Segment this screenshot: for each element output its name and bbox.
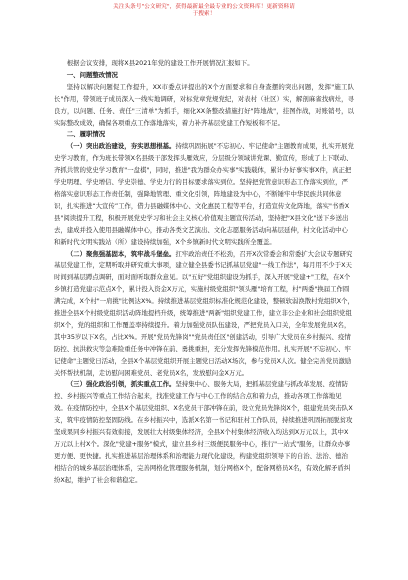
item-3-heading: （三）强化政治引领，抓实重点工作。 (66, 380, 176, 389)
item-2-body: 扛牢政治责任不松劲，召开X次常委会和常委扩大会议专题研究基层党建工作，定期听取并研究重大事项，建立健全县委书记抓基层党建"一线工作法"，每月用不少于X天时间到基层蹲点调研，面对面听取群众意见。以"五好"党组织建设为抓手，深入开展"党建+"工程，在X个乡镇打造党建示范点X个，累计投入资金X万元，实施村级党组织"领头雁"培育工程，村"两委"换届工作圆满完成，X个村"一肩挑"比例达X%。持续推进基层党组织标准化规范化建设，整顿软弱涣散村党组织X个，推进全县X个村级党组织活动阵地提档升级，统筹推进"两新"组织党建工作，建立非公企业和社会组织党组织X个，党的组织和工作覆盖率持续提升。着力加强党员队伍建设，严把党员入口关，全年发展党员X名，其中35岁以下X名，占比X%。开展"党员先锋岗""党员责任区"创建活动，引导广大党员在乡村振兴、疫情防控、抗洪救灾等急难险重任务中冲锋在前、勇挑重担，充分发挥先锋模范作用。扎实开展"不忘初心、牢记使命"主题党日活动，全县X个基层党组织开展主题党日活动X场次，参与党员X人次。健全完善党员激励关怀帮扶机制，走访慰问困难党员、老党员X名，发放慰问金X万元。 (54, 249, 354, 377)
section-1-paragraph: 坚持以解决问题促工作提升，XX市委点评提出的X个方面要求和自身查摆的突出问题，发挥"施工队长"作用，带领班子成员深入一线实地调研，对标党章党规党纪，对表村（社区）实，解剖麻雀找病灶，寻良方，以问题、任务、责任"三清单"为抓手，细化XX条整改措施打好"阵地战"，挂图作战，对账销号，以实际整改成效，确保各项重点工作落地落实，着力补齐基层党建工作短板和不足。 (54, 82, 354, 127)
item-1-heading: （一）突出政治建设，夯实思想根基。 (66, 142, 176, 151)
item-2-heading: （二）聚焦强基固本，筑牢战斗堡垒。 (66, 249, 176, 258)
header-banner (0, 4, 408, 18)
document-body (54, 58, 354, 487)
section-2-item-2 (54, 249, 354, 380)
banner-line-1[interactable]: 关注头条号"公文研究"，获得最新最全最专业的公文资料库！更新资料请 (113, 4, 295, 10)
item-1-body: 持续巩固拓展"不忘初心、牢记使命"主题教育成果，扎实开展党史学习教育，作为班长带领X名县级干部发挥头雁效应，分层级分领域讲党课、勤宣传，形成了上下联动、齐抓共管的党史学习教育"一盘棋"，同时，推进"我为群众办实事"实践载体，累计办好事实事X件，真正把学史明理、学史增信、学史崇德、学史力行的目标要求落实到位。坚持把党管意识形态工作落实到位，严格落实意识形态工作责任制，强降地管理、重文化引领，阵地建设为中心，不断锤牢中华民族共同体意识，扎实推进“大宣传”工作，借力县融媒体中心、文化惠民工程等平台，打造宣传文化阵地，落实"书香X县"阅读提升工程，积极开展党史学习和社会主义核心价值观主题宣传活动，坚持把"X县文化"送下乡送出去，建成并投入使用县融媒体中心，推动各类文艺演出、文化志愿服务活动向基层延伸，村文化活动中心和新时代文明实践站（所）建设持续加强，X个乡镇新时代文明实践所全覆盖。 (54, 142, 354, 246)
intro-paragraph: 根据会议安排，现将X县2021年党的建设工作开展情况汇报如下。 (66, 59, 254, 67)
section-2-item-1 (54, 141, 354, 248)
section-2-item-3 (54, 379, 354, 486)
banner-line-2[interactable]: 于搜索！ (192, 11, 216, 17)
section-1-title: 一、问题整改情况 (66, 70, 118, 79)
section-2-title: 二、履职情况 (66, 130, 106, 139)
item-3-body: 坚持集中心、服务大局，把抓基层党建与抓改革发展、疫情防控、乡村振兴等重点工作结合起来，找准党建工作与中心工作的结合点和着力点，推动各项工作落地见效。在疫情防控中，全县X个基层党组织、X名党员干部冲锋在前，设立党员先锋岗X个，组建党员突击队X支，筑牢疫情防控坚固防线。在乡村振兴中，选派X名第一书记和驻村工作队员，持续推进巩固拓展脱贫攻坚成果同乡村振兴有效衔接，发展壮大村级集体经济，全县X个村集体经济收入均达到X万元以上，其中X万元以上村X个。深化"党建+服务"模式，建立县乡村三级便民服务中心，推行"一站式"服务，让群众办事更方便、更快捷。扎实推进基层治理体系和治理能力现代化建设，构建党组织领导下的自治、法治、德治相结合的城乡基层治理体系，完善网格化管理服务机制，划分网格X个，配备网格员X名，有效化解矛盾纠纷X起，维护了社会和谐稳定。 (54, 380, 353, 484)
